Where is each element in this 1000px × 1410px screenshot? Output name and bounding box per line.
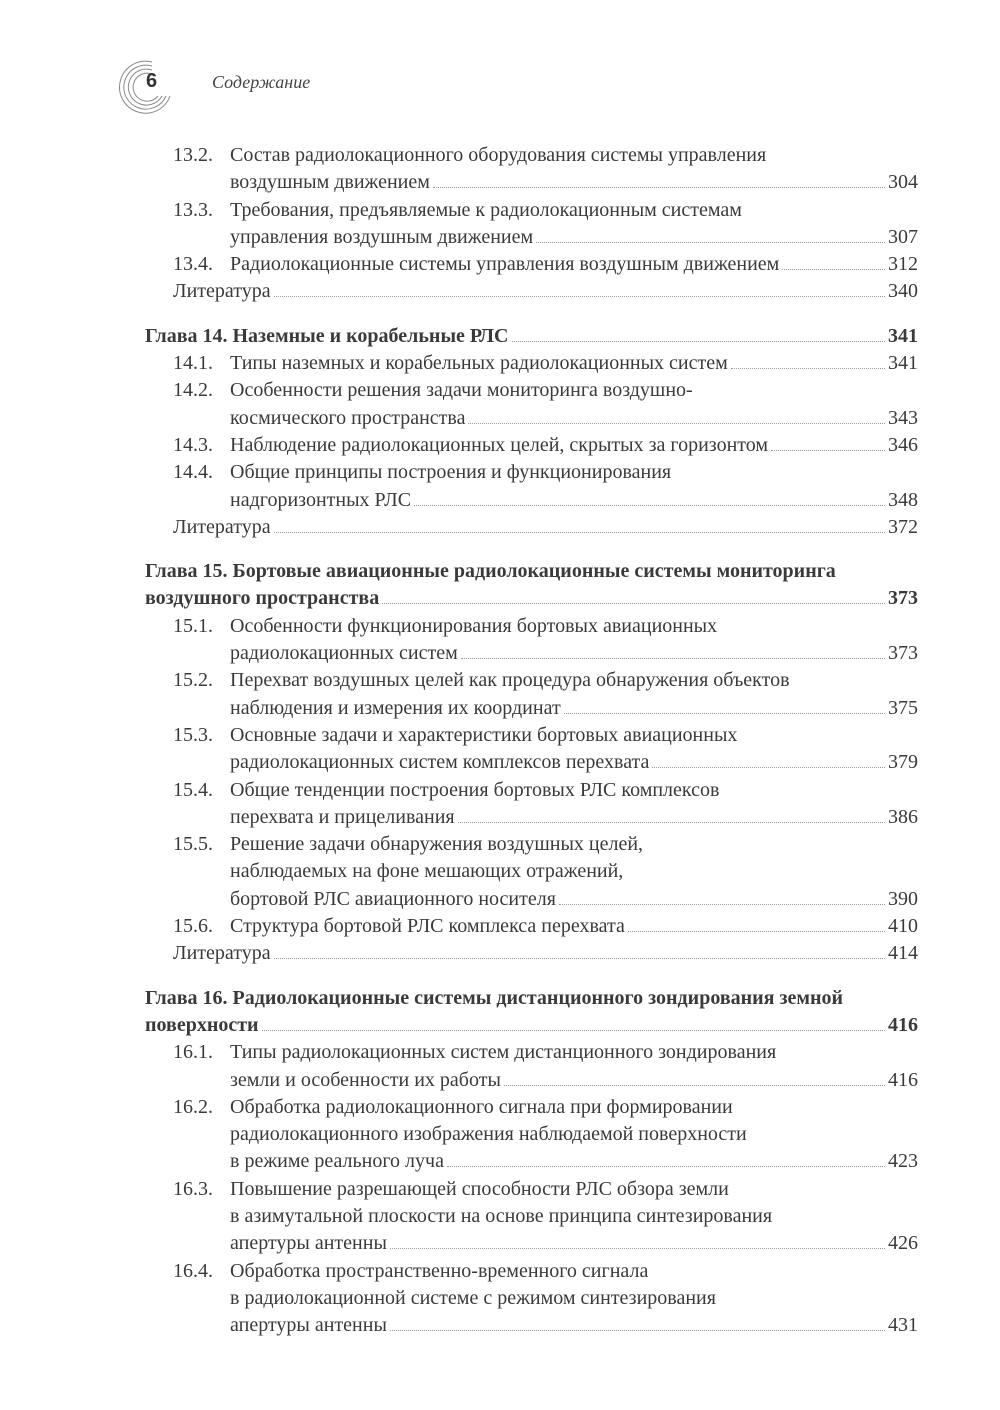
toc-section-entry (145, 913, 918, 940)
dot-leader (390, 1312, 885, 1331)
page-reference: 410 (888, 915, 918, 938)
dot-leader (262, 1012, 885, 1031)
entry-title-line: апертуры антенны (230, 1232, 387, 1255)
entry-title-line: воздушным движением (230, 171, 430, 194)
table-of-contents (145, 142, 918, 1339)
section-number: 15.4. (173, 778, 213, 801)
entry-leader-row (230, 1230, 918, 1257)
page-reference: 379 (888, 751, 918, 774)
toc-section-entry (145, 432, 918, 459)
entry-leader-row (173, 278, 918, 305)
section-number: 16.2. (173, 1095, 213, 1118)
entry-title-line: радиолокационных систем (230, 642, 458, 665)
toc-section-entry (145, 667, 918, 722)
concentric-arcs-logo-icon (112, 56, 176, 120)
page-reference: 340 (888, 280, 918, 303)
entry-title-line: Особенности решения задачи мониторинга воздушно- (230, 379, 693, 402)
toc-chapter-entry (145, 323, 918, 350)
dot-leader (274, 278, 885, 297)
entry-leader-row (230, 886, 918, 913)
dot-leader (771, 432, 885, 451)
dot-leader (433, 169, 885, 188)
entry-title-line: управления воздушным движением (230, 225, 534, 248)
entry-title-line: Радиолокационные системы управления воздушным движением (230, 253, 780, 276)
entry-title-line: Типы радиолокационных систем дистанционного зондирования (230, 1041, 777, 1064)
entry-title-line: Типы наземных и корабельных радиолокационных систем (230, 352, 728, 375)
entry-leader-row (230, 749, 918, 776)
section-number: 16.3. (173, 1177, 213, 1200)
section-number: 13.2. (173, 144, 213, 166)
section-number: 14.1. (173, 352, 213, 375)
dot-leader (782, 251, 885, 270)
entry-leader-row (230, 695, 918, 722)
page-reference: 416 (888, 1013, 918, 1036)
entry-leader-row (145, 323, 918, 350)
section-number: 15.5. (173, 833, 213, 856)
page-reference: 307 (888, 225, 918, 248)
entry-leader-row (230, 804, 918, 831)
page-reference: 423 (888, 1150, 918, 1173)
toc-literature-entry (145, 940, 918, 967)
toc-section-entry (145, 1258, 918, 1340)
dot-leader (564, 695, 885, 714)
toc-section-entry (145, 1039, 918, 1094)
toc-literature-entry (145, 514, 918, 541)
entry-title-line: наблюдаемых на фоне мешающих отражений, (230, 860, 624, 883)
section-number: 14.4. (173, 461, 213, 484)
section-number: 16.4. (173, 1259, 213, 1282)
running-header-title: Содержание (212, 72, 311, 92)
dot-leader (274, 940, 885, 959)
section-number: 14.2. (173, 379, 213, 402)
section-number: 14.3. (173, 433, 213, 456)
section-number: 13.4. (173, 253, 213, 276)
entry-title-line: Основные задачи и характеристики бортовых авиационных (230, 723, 738, 746)
entry-title-line: Глава 16. Радиолокационные системы дистанционного зондирования земной (145, 986, 844, 1009)
entry-leader-row (230, 487, 918, 514)
toc-section-entry (145, 722, 918, 777)
toc-section-entry (145, 613, 918, 668)
page-number: 6 (146, 70, 158, 92)
entry-title-line: бортовой РЛС авиационного носителя (230, 887, 556, 910)
entry-leader-row (230, 251, 918, 278)
page-reference: 346 (888, 433, 918, 456)
entry-title-line: радиолокационных систем комплексов перехвата (230, 751, 650, 774)
page-reference: 312 (888, 253, 918, 276)
entry-title-line: Особенности функционирования бортовых авиационных (230, 614, 718, 637)
entry-title-line: Структура бортовой РЛС комплекса перехвата (230, 915, 625, 938)
section-number: 15.1. (173, 614, 213, 637)
entry-title-line: Требования, предъявляемые к радиолокационным системам (230, 198, 742, 221)
page-reference: 373 (888, 587, 918, 610)
entry-title-line: Обработка радиолокационного сигнала при формировании (230, 1095, 733, 1118)
dot-leader (274, 514, 885, 533)
dot-leader (628, 913, 885, 932)
toc-section-entry (145, 350, 918, 377)
entry-title-line: космического пространства (230, 406, 466, 429)
page-reference: 386 (888, 805, 918, 828)
dot-leader (731, 350, 885, 369)
page-reference: 348 (888, 488, 918, 511)
toc-section-entry (145, 377, 918, 432)
dot-leader (536, 224, 885, 243)
entry-title-line: Наблюдение радиолокационных целей, скрытых за горизонтом (230, 433, 769, 456)
page-reference: 304 (888, 171, 918, 194)
toc-section-entry (145, 197, 918, 252)
entry-title-line: поверхности (145, 1013, 259, 1036)
dot-leader (382, 585, 885, 604)
entry-leader-row (230, 640, 918, 667)
section-number: 13.3. (173, 198, 213, 221)
entry-title-line: перехвата и прицеливания (230, 805, 455, 828)
entry-title-line: в режиме реального луча (230, 1150, 444, 1173)
entry-leader-row (173, 514, 918, 541)
toc-section-entry (145, 831, 918, 913)
section-number: 15.6. (173, 915, 213, 938)
page-reference: 372 (888, 515, 918, 538)
page-reference: 390 (888, 887, 918, 910)
dot-leader (512, 323, 886, 342)
dot-leader (390, 1230, 885, 1249)
entry-title-line: наблюдения и измерения их координат (230, 696, 561, 719)
page-reference: 431 (888, 1314, 918, 1337)
dot-leader (504, 1067, 885, 1086)
entry-leader-row (230, 350, 918, 377)
page-reference: 373 (888, 642, 918, 665)
entry-title-line: Литература (173, 515, 271, 538)
entry-title-line: в радиолокационной системе с режимом синтезирования (230, 1286, 716, 1309)
entry-title-line: надгоризонтных РЛС (230, 488, 412, 511)
entry-title-line: Решение задачи обнаружения воздушных целей, (230, 833, 644, 856)
entry-leader-row (230, 432, 918, 459)
entry-leader-row (145, 1012, 918, 1039)
toc-section-entry (145, 1176, 918, 1258)
page-reference: 341 (888, 324, 918, 347)
toc-section-entry (145, 1094, 918, 1176)
toc-chapter-entry (145, 985, 918, 1040)
entry-title-line: Состав радиолокационного оборудования системы управления (230, 144, 767, 166)
toc-section-entry (145, 142, 918, 197)
entry-leader-row (230, 1312, 918, 1339)
page-reference: 343 (888, 406, 918, 429)
entry-leader-row (230, 224, 918, 251)
dot-leader (652, 749, 885, 768)
page-reference: 414 (888, 942, 918, 965)
entry-title-line: Обработка пространственно-временного сигнала (230, 1259, 649, 1282)
toc-section-entry (145, 459, 918, 514)
entry-title-line: Литература (173, 942, 271, 965)
page-reference: 426 (888, 1232, 918, 1255)
entry-leader-row (145, 585, 918, 612)
toc-section-entry (145, 251, 918, 278)
entry-title-line: Литература (173, 280, 271, 303)
entry-title-line: Перехват воздушных целей как процедура обнаружения объектов (230, 669, 790, 692)
page-reference: 341 (888, 352, 918, 375)
toc-literature-entry (145, 278, 918, 305)
page-reference: 416 (888, 1068, 918, 1091)
entry-title-line: апертуры антенны (230, 1314, 387, 1337)
dot-leader (414, 487, 885, 506)
section-number: 15.3. (173, 723, 213, 746)
entry-title-line: земли и особенности их работы (230, 1068, 501, 1091)
dot-leader (447, 1148, 885, 1167)
entry-title-line: Общие принципы построения и функционирования (230, 461, 672, 484)
section-number: 16.1. (173, 1041, 213, 1064)
section-number: 15.2. (173, 669, 213, 692)
entry-title-line: Глава 15. Бортовые авиационные радиолокационные системы мониторинга (145, 560, 836, 583)
dot-leader (559, 886, 885, 905)
entry-leader-row (230, 405, 918, 432)
dot-leader (468, 405, 885, 424)
entry-leader-row (230, 169, 918, 196)
toc-chapter-entry (145, 558, 918, 613)
entry-leader-row (173, 940, 918, 967)
entry-title-line: в азимутальной плоскости на основе принципа синтезирования (230, 1204, 773, 1227)
entry-title-line: радиолокационного изображения наблюдаемой поверхности (230, 1123, 747, 1146)
entry-leader-row (230, 1148, 918, 1175)
entry-leader-row (230, 1067, 918, 1094)
page-reference: 375 (888, 696, 918, 719)
entry-leader-row (230, 913, 918, 940)
dot-leader (458, 804, 885, 823)
entry-title-line: Глава 14. Наземные и корабельные РЛС (145, 324, 509, 347)
entry-title-line: Повышение разрешающей способности РЛС обзора земли (230, 1177, 729, 1200)
toc-section-entry (145, 777, 918, 832)
dot-leader (461, 640, 885, 659)
entry-title-line: Общие тенденции построения бортовых РЛС комплексов (230, 778, 720, 801)
entry-title-line: воздушного пространства (145, 587, 380, 610)
